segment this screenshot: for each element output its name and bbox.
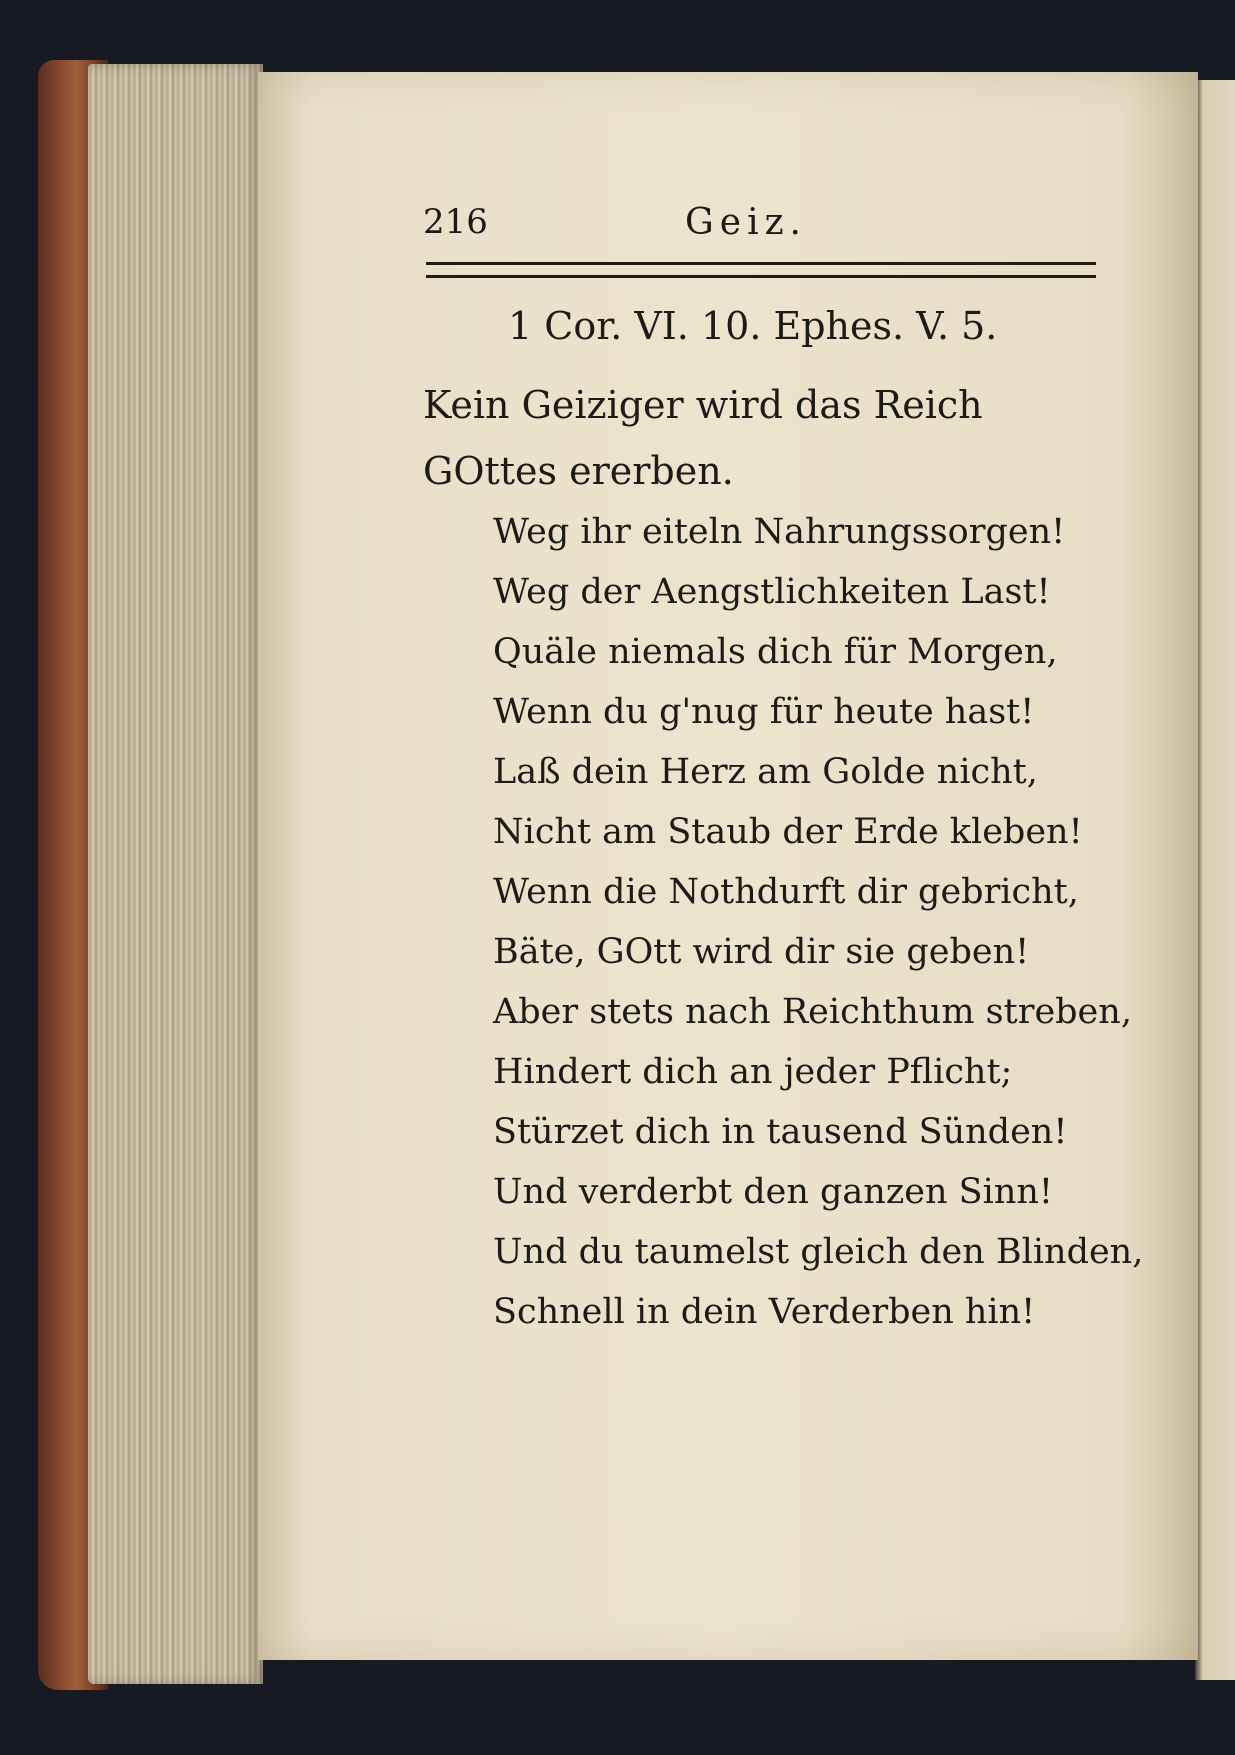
scripture-reference: 1 Cor. VI. 10. Ephes. V. 5.	[508, 304, 998, 348]
poem	[493, 502, 1144, 1342]
poem-line: Und du taumelst gleich den Blinden,	[493, 1232, 1144, 1272]
poem-line: Stürzet dich in tausend Sünden!	[493, 1112, 1068, 1152]
poem-line: Laß dein Herz am Golde nicht,	[493, 752, 1038, 792]
page-header	[423, 202, 1235, 252]
running-head: Geiz.	[685, 202, 807, 243]
scripture-quote: Kein Geiziger wird das Reich GOttes ererben.	[423, 383, 983, 493]
poem-line: Schnell in dein Verderben hin!	[493, 1292, 1036, 1332]
facing-page-edge	[1195, 80, 1235, 1680]
header-rule	[426, 262, 1096, 278]
poem-line: Aber stets nach Reichthum streben,	[493, 992, 1132, 1032]
page-number: 216	[423, 202, 488, 242]
poem-line: Wenn du g'nug für heute hast!	[493, 692, 1035, 732]
poem-line: Und verderbt den ganzen Sinn!	[493, 1172, 1053, 1212]
poem-line: Nicht am Staub der Erde kleben!	[493, 812, 1083, 852]
poem-line: Wenn die Nothdurft dir gebricht,	[493, 872, 1079, 912]
page-stack-edges	[88, 64, 263, 1684]
poem-line: Weg ihr eiteln Nahrungssorgen!	[493, 512, 1066, 552]
poem-line: Hindert dich an jeder Pflicht;	[493, 1052, 1013, 1092]
poem-line: Weg der Aengstlichkeiten Last!	[493, 572, 1051, 612]
book-page	[258, 72, 1198, 1660]
poem-line: Quäle niemals dich für Morgen,	[493, 632, 1058, 672]
poem-line: Bäte, GOtt wird dir sie geben!	[493, 932, 1030, 972]
